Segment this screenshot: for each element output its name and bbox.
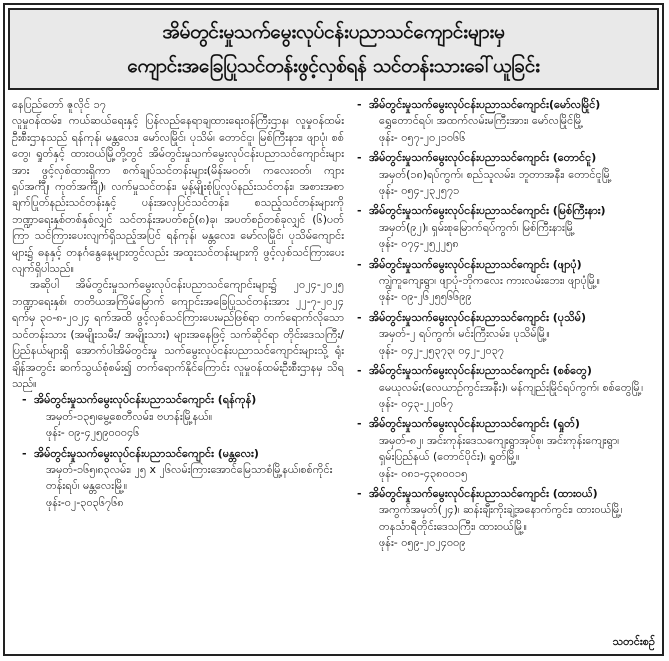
school-name: - အိမ်တွင်းမှုသက်မွေးလုပ်ငန်းပညာသင်ကျောင်း(မော်လမြိုင်) [357,97,657,113]
school-entry-sittwe [357,363,657,412]
school-entry-pyapon [357,257,657,306]
signature: သတင်းစဉ် [612,635,655,648]
headline-line-2: ကျောင်းအခြေပြုသင်တန်းဖွင့်လှစ်ရန် သင်တန်းသားခေါ်ယူခြင်း [127,55,540,77]
school-address: အမှတ်-၁၃၅၊မွေ့စေတီလမ်း၊ ဗဟန်းမြို့နယ်။ [46,409,213,423]
school-address: ရွှေတောင်ရပ်၊ အထက်လမ်းမကြီးအား၊ မော်လမြိုင်မြို့ [379,114,584,128]
school-phone: ဖုန်း-၀၂-၃၀၃၆၇၆၈ [46,495,124,509]
school-entry-mandalay [12,446,344,512]
school-entry-mawlamyine [357,97,657,146]
school-name: - အိမ်တွင်းမှုသက်မွေးလုပ်ငန်းပညာသင်ကျောင်း (ရန်ကုန်) [22,392,344,408]
school-phone: ဖုန်း- ၀၉-၂၆၂၅၅၆၆၉၉ [379,290,472,304]
school-address: အကွက်အမှတ်(၂၄)၊ ဆန်းချီးကိုးချဲ့အနောက်ကွင်း၊ ထားဝယ်မြို့၊ တနင်္သာရီတိုင်းဒေသကြီး၊ ထားဝယ်မြို့။ [379,503,623,533]
school-phone: ဖုန်း- ၀၄၂-၂၅၃၇၃၊ ၀၄၂-၂၀၃၇ [379,343,505,357]
school-name: - အိမ်တွင်းမှုသက်မွေးလုပ်ငန်းပညာသင်ကျောင်း (မန္တလေး) [22,446,344,462]
school-phone: ဖုန်း- ၀၅၄-၂၃၂၅၇၁ [379,184,460,198]
school-name: - အိမ်တွင်းမှုသက်မွေးလုပ်ငန်းပညာသင်ကျောင်း (မြစ်ကြီးနား) [357,203,657,219]
school-name: - အိမ်တွင်းမှုသက်မွေးလုပ်ငန်းပညာသင်ကျောင်း (ဖျာပုံ) [357,257,657,273]
right-column [357,97,657,556]
school-phone: ဖုန်း- ၀၈၁-၄၃၈၀၀၁၅ [379,466,468,480]
school-address: အမှတ်-၁၆၅၊၈၃လမ်း၊ ၂၅ x ၂၆လမ်းကြားအောင်မြေသာစံမြို့နယ်၊စစ်ကိုင်းတန်းရပ်၊ မန္တလေးမြို့။ [46,462,333,493]
dateline: နေပြည်တော် ဇူလိုင် ၁၇ [12,98,106,111]
school-name: - အိမ်တွင်းမှုသက်မွေးလုပ်ငန်းပညာသင်ကျောင်း (တောင်ငူ) [357,150,657,166]
school-address: အမှတ်(၁၈)ရပ်ကွက်၊ စည်သူလမ်း၊ ဘူတာအနီး၊ တောင်ငူမြို့ [379,167,612,181]
headline-line-1: အိမ်တွင်းမှုသက်မွေးလုပ်ငန်းပညာသင်ကျောင်းများမှ [162,21,505,43]
school-entry-dawei [357,486,657,552]
left-column [12,97,344,515]
school-name: - အိမ်တွင်းမှုသက်မွေးလုပ်ငန်းပညာသင်ကျောင်း (ပုသိမ်) [357,310,657,326]
school-entry-pathein [357,310,657,359]
school-phone: ဖုန်း- ၀၉-၄၂၅၉၀၀၀၄၆ [46,426,140,440]
school-address: အမှတ်(၉၂)၊ ရှမ်းစုမြောက်ရပ်ကွက်၊ မြစ်ကြီးနားမြို့ [379,220,575,234]
body-paragraph-1: လူမှုဝန်ထမ်း၊ ကယ်ဆယ်ရေးနှင့် ပြန်လည်နေရာချထားရေးဝန်ကြီးဌာန၊ လူမှုဝန်ထမ်းဦးစီးဌာနသည် ရန်ကုန်၊ မန္တလေး၊ မော်လမြိုင်၊ ပုသိမ်၊ တောင်ငူ၊ မြစ်ကြီးနား၊ ဖျာပုံ၊ စစ်တွေ၊ ရှုတ်နှင့် ထားဝယ်မြို့တို့တွင် အိမ်တွင်းမှုသက်မွေးလုပ်ငန်းပညာသင်ကျောင်းများအား ဖွင့်လှစ်ထားရှိကာ စက်ချုပ်သင်တန်းများ(မိန်းမဝတ်၊ ကလေးဝတ်၊ ကျားရှပ်အင်္ကျီ၊ ကုတ်အင်္ကျီ)၊ လက်မှုသင်တန်း၊ မုန့်မျိုးစုံပြုလုပ်နည်းသင်တန်း၊ အစားအစာချက်ပြုတ်နည်းသင်တန်းနှင့် ပန်းအလှပြင်သင်တန်း၊ စသည့်သင်တန်းများကို ဘဏ္ဍာရေးနှစ်တစ်နှစ်လျှင် သင်တန်းအပတ်စဉ်(၈)ခု၊ အပတ်စဉ်တစ်ခုလျှင် (၆)ပတ်ကြာ သင်ကြားပေးလျက်ရှိသည့်အပြင် ရန်ကုန်၊ မန္တလေး၊ မော်လမြိုင်၊ ပုသိမ်ကျောင်းများ၌ ဓနနှင့် တနင်္ဂနွေနေ့များတွင်လည်း အထူးသင်တန်းများကို ဖွင့်လှစ်သင်ကြားပေးလျက်ရှိပါသည်။ [12,114,344,276]
school-entry-myitkyina [357,203,657,252]
school-name: - အိမ်တွင်းမှုသက်မွေးလုပ်ငန်းပညာသင်ကျောင်း (စစ်တွေ) [357,363,657,379]
body-paragraph-2: အဆိုပါ အိမ်တွင်းမှုသက်မွေးလုပ်ငန်းပညာသင်ကျောင်းများ၌ ၂၀၂၄-၂၀၂၅ ဘဏ္ဍာရေးနှစ်၊ တတိယအကြိမ်မြောက် ကျောင်းအခြေပြုသင်တန်းအား ၂၂-၇-၂၀၂၄ ရက်မှ ၃၀-၈-၂၀၂၄ ရက်အထိ ဖွင့်လှစ်သင်ကြားပေးမည်ဖြစ်ရာ တက်ရောက်လိုသော သင်တန်းသား (အမျိုးသမီး/ အမျိုးသား) များအနေဖြင့် သက်ဆိုင်ရာ တိုင်းဒေသကြီး/ ပြည်နယ်များရှိ အောက်ပါအိမ်တွင်းမှု သက်မွေးလုပ်ငန်းပညာသင်ကျောင်းများသို့ ရုံးချိန်အတွင်း ဆက်သွယ်စုံစမ်း၍ တက်ရောက်နိုင်ကြောင်း လူမှုဝန်ထမ်းဦးစီးဌာနမှ သိရသည်။ [12,278,344,390]
school-address: အမှတ်-၈၂၊ အင်းကုန်းဒေသကျေးရွာအုပ်စု၊ အင်းကုန်းကျေးရွာ၊ ရှမ်းပြည်နယ် (တောင်ပိုင်း)၊ ရှုတ်မြို့။ [379,433,620,464]
school-entry-taungoo [357,150,657,199]
school-address: ကျွဲကူကျေးရွာ၊ ဖျာပုံ-ဘိုကလေး ကားလမ်းဘေး၊ ဖျာပုံမြို့။ [379,274,600,288]
school-name: - အိမ်တွင်းမှုသက်မွေးလုပ်ငန်းပညာသင်ကျောင်း (ရှုတ်) [357,416,657,432]
headline-box [8,8,659,90]
school-address: မေယုလမ်း(လေယာဉ်ကွင်းအနီး)၊ မန်ကျည်းမြိုင်ရပ်ကွက်၊ စစ်တွေမြို့၊ ဖုန်း- ၀၄၃-၂၂၀၆၇ [379,380,644,410]
school-address: အမှတ်-၂ ရပ်ကွက်၊ မင်းကြီးလမ်း၊ ပုသိမ်မြို့။ [379,327,550,341]
school-entry-yangon [12,392,344,441]
school-phone: ဖုန်း- ၀၅၉-၂၀၂၄၀၀၉ [379,536,466,550]
school-phone: ဖုန်း- ၀၅၇-၂၀၂၁၀၆၆ [379,130,466,144]
school-name: - အိမ်တွင်းမှုသက်မွေးလုပ်ငန်းပညာသင်ကျောင်း (ထားဝယ်) [357,486,657,502]
school-entry-shu [357,416,657,482]
school-phone: ဖုန်း- ၀၇၄-၂၅၂၂၅၈ [379,237,459,251]
